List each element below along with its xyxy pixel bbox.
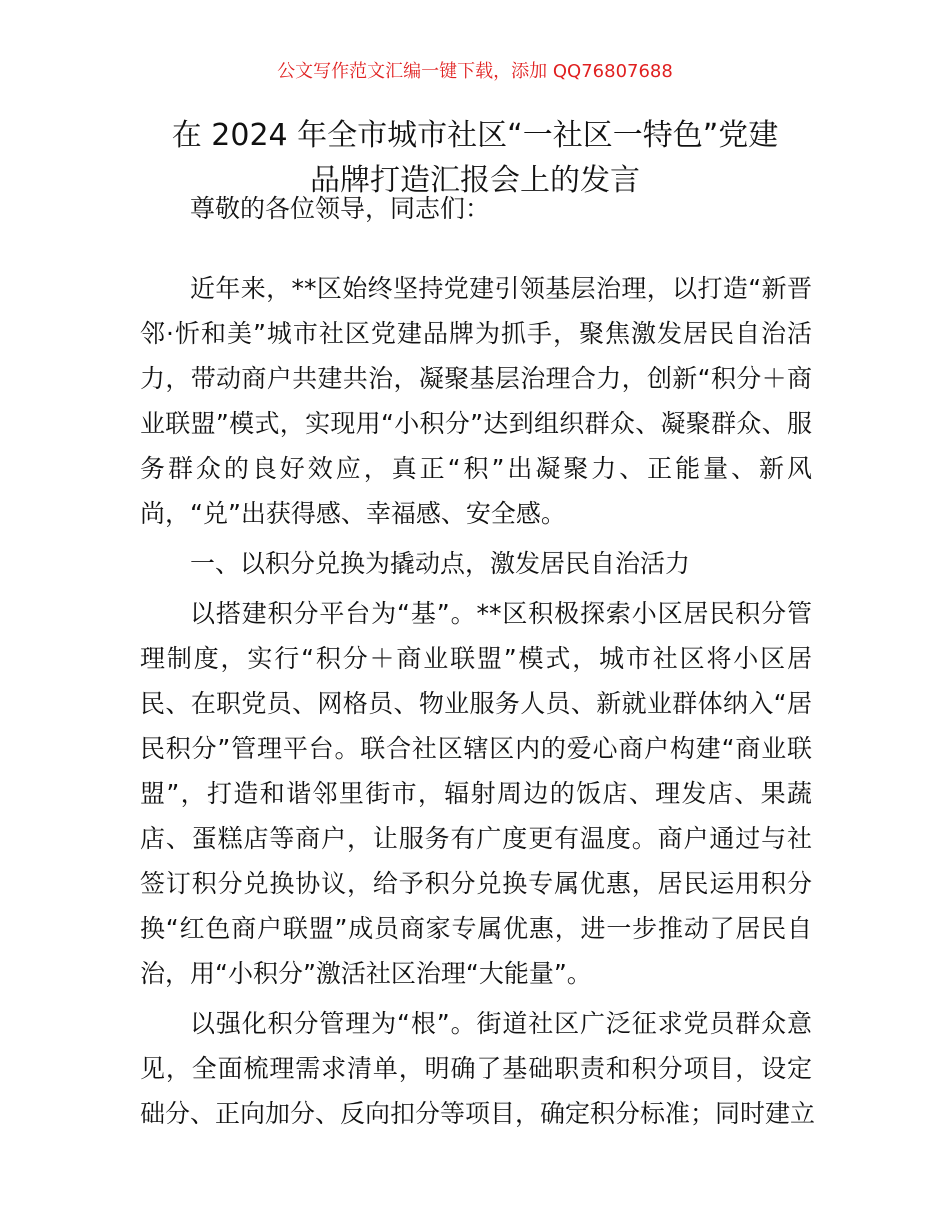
text-line: 近年来，**区始终坚持党建引领基层治理，以打造“新晋 <box>190 274 812 303</box>
text-line: 盟”，打造和谐邻里街市，辐射周边的饭店、理发店、果蔬 <box>140 779 812 808</box>
text-line: 尚，“兑”出获得感、幸福感、安全感。 <box>140 499 566 528</box>
text-line: 治，用“小积分”激活社区治理“大能量”。 <box>140 959 592 988</box>
salutation: 尊敬的各位领导，同志们： <box>190 194 491 223</box>
title-line-1: 在 2024 年全市城市社区“一社区一特色”党建 <box>171 118 779 153</box>
paragraphs <box>140 266 816 1136</box>
text-line: 务群众的良好效应，真正“积”出凝聚力、正能量、新风 <box>140 454 812 483</box>
document-body <box>140 186 816 1141</box>
download-banner: 公文写作范文汇编一键下载，添加 QQ76807688 <box>277 61 673 82</box>
text-line: 换“红色商户联盟”成员商家专属优惠，进一步推动了居民自 <box>140 914 812 943</box>
text-line: 邻·忻和美”城市社区党建品牌为抓手，聚焦激发居民自治活 <box>140 319 812 348</box>
text-line: 础分、正向加分、反向扣分等项目，确定积分标准；同时建立 <box>140 1099 816 1128</box>
paragraph <box>140 1001 816 1136</box>
text-line: 一、以积分兑换为撬动点，激发居民自治活力 <box>190 549 691 578</box>
text-line: 店、蛋糕店等商户，让服务有广度更有温度。商户通过与社 <box>140 824 812 853</box>
section-heading <box>140 541 812 586</box>
text-line: 力，带动商户共建共治，凝聚基层治理合力，创新“积分＋商 <box>140 364 812 393</box>
text-line: 以强化积分管理为“根”。街道社区广泛征求党员群众意 <box>190 1009 812 1038</box>
title-line-2: 品牌打造汇报会上的发言 <box>310 163 640 198</box>
text-line: 业联盟”模式，实现用“小积分”达到组织群众、凝聚群众、服 <box>140 409 812 438</box>
text-line: 签订积分兑换协议，给予积分兑换专属优惠，居民运用积分 <box>140 869 812 898</box>
text-line: 民积分”管理平台。联合社区辖区内的爱心商户构建“商业联 <box>140 734 812 763</box>
text-line: 以搭建积分平台为“基”。**区积极探索小区居民积分管 <box>190 599 812 628</box>
text-line: 见，全面梳理需求清单，明确了基础职责和积分项目，设定 <box>140 1054 812 1083</box>
paragraph <box>140 591 812 996</box>
paragraph <box>140 266 812 536</box>
text-line: 理制度，实行“积分＋商业联盟”模式，城市社区将小区居 <box>140 644 812 673</box>
text-line: 民、在职党员、网格员、物业服务人员、新就业群体纳入“居 <box>140 689 812 718</box>
